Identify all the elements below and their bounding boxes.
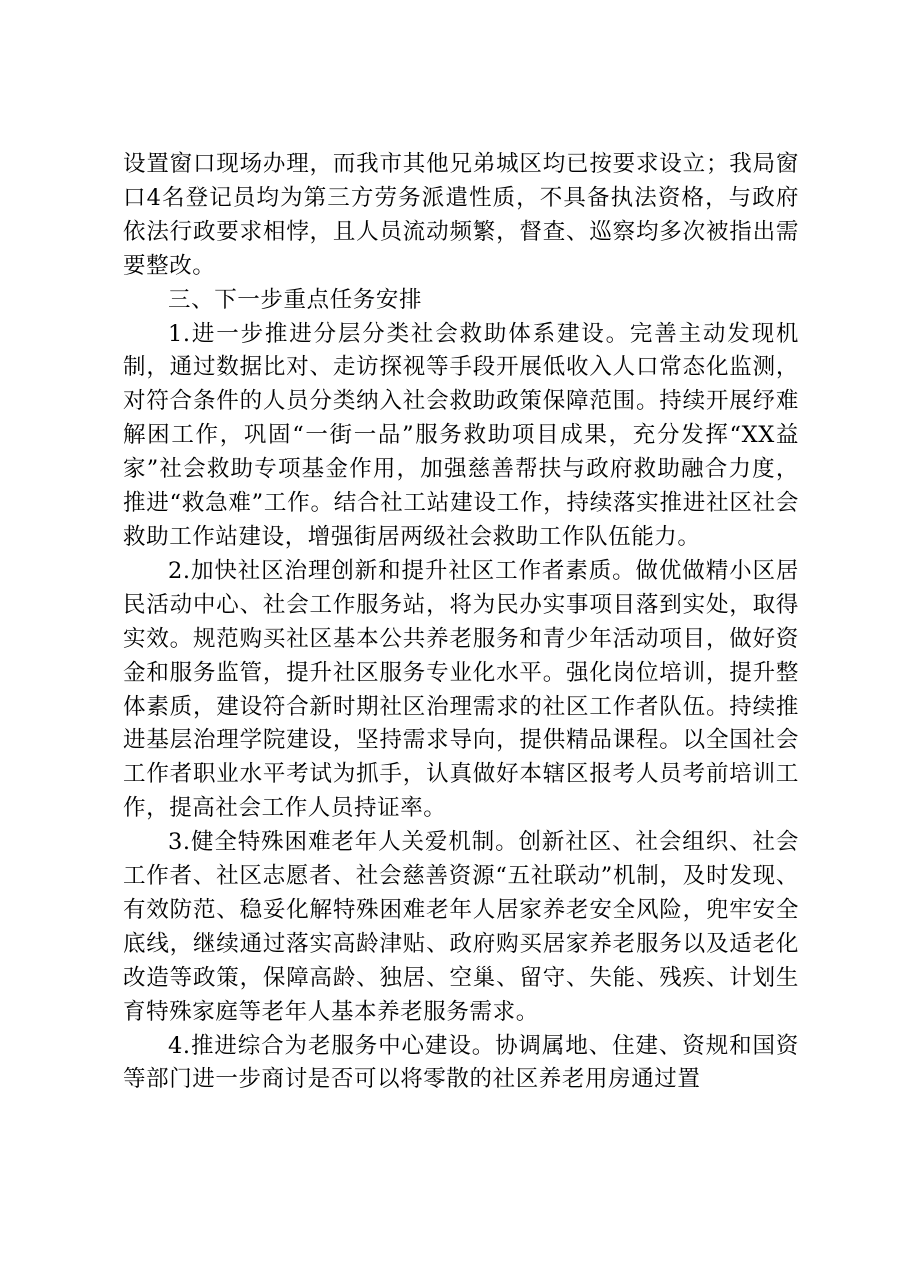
document-page (123, 148, 799, 1097)
section-heading: 三、下一步重点任务安排 (168, 286, 423, 313)
paragraph-task-2: 2.加快社区治理创新和提升社区工作者素质。做优做精小区居民活动中心、社会工作服务站，将为民办实事项目落到实处，取得实效。规范购买社区基本公共养老服务和青少年活动项目，做好资金和服务监管，提升社区服务专业化水平。强化岗位培训，提升整体素质，建设符合新时期社区治理需求的社区工作者队伍。持续推进基层治理学院建设，坚持需求导向，提供精品课程。以全国社会工作者职业水平考试为抓手，认真做好本辖区报考人员考前培训工作，提高社会工作人员持证率。 (123, 557, 799, 822)
paragraph-task-3: 3.健全特殊困难老年人关爱机制。创新社区、社会组织、社会工作者、社区志愿者、社会慈善资源“五社联动”机制，及时发现、有效防范、稳妥化解特殊困难老年人居家养老安全风险，兜牢安全底线，继续通过落实高龄津贴、政府购买居家养老服务以及适老化改造等政策，保障高龄、独居、空巢、留守、失能、残疾、计划生育特殊家庭等老年人基本养老服务需求。 (123, 829, 799, 1025)
paragraph-task-1: 1.进一步推进分层分类社会救助体系建设。完善主动发现机制，通过数据比对、走访探视等手段开展低收入人口常态化监测，对符合条件的人员分类纳入社会救助政策保障范围。持续开展纾难解困工作，巩固“一街一品”服务救助项目成果，充分发挥“XX益家”社会救助专项基金作用，加强慈善帮扶与政府救助融合力度，推进“救急难”工作。结合社工站建设工作，持续落实推进社区社会救助工作站建设，增强街居两级社会救助工作队伍能力。 (123, 320, 799, 550)
paragraph-continuation: 设置窗口现场办理，而我市其他兄弟城区均已按要求设立；我局窗口4名登记员均为第三方劳务派遣性质，不具备执法资格，与政府依法行政要求相悖，且人员流动频繁，督查、巡察均多次被指出需要整改。 (123, 151, 799, 279)
paragraph-task-4: 4.推进综合为老服务中心建设。协调属地、住建、资规和国资等部门进一步商讨是否可以将零散的社区养老用房通过置 (123, 1032, 799, 1093)
